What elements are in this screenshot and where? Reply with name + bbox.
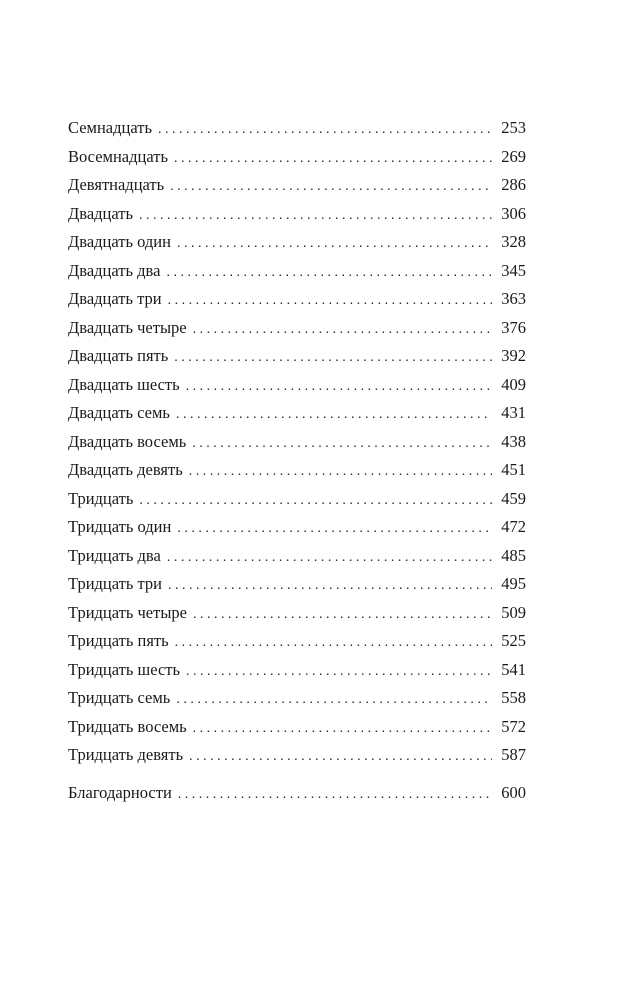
toc-entry-title: Семнадцать [68,118,152,137]
toc-entry[interactable] [68,485,526,514]
toc-entry-page: 558 [501,688,526,707]
toc-entry[interactable] [68,570,526,599]
toc-entry-title: Восемнадцать [68,146,168,166]
toc-leader-dots [176,686,492,715]
toc-entry-title: Двадцать [68,203,134,223]
toc-entry[interactable] [68,143,526,172]
toc-leader-dots [170,173,492,202]
toc-entry-page: 328 [501,232,526,251]
toc-entry-page: 376 [501,317,526,337]
toc-leader-dots [178,781,492,810]
toc-leader-dots [168,287,492,316]
toc-entry-page: 269 [501,146,526,166]
toc-entry[interactable] [68,399,526,428]
toc-leader-dots [174,145,492,174]
toc-entry-afterword[interactable] [68,779,526,808]
toc-entry-title: Двадцать пять [68,346,169,365]
toc-leader-dots [139,487,492,516]
toc-entry-title: Двадцать восемь [68,431,187,451]
toc-entry[interactable] [68,456,526,485]
toc-entry[interactable] [68,314,526,343]
toc-entry-page: 459 [501,488,526,508]
toc-entry-title: Тридцать два [68,545,161,565]
toc-entry-page: 572 [501,716,526,736]
toc-entry-title: Двадцать семь [68,403,170,422]
toc-entry-title: Двадцать четыре [68,317,187,337]
toc-entry-page: 431 [501,403,526,422]
toc-entry-title: Девятнадцать [68,175,165,194]
toc-entry-title: Тридцать шесть [68,659,181,679]
toc-entry-page: 451 [501,460,526,479]
toc-entry-page: 409 [501,374,526,394]
toc-entry-page: 587 [501,745,526,764]
toc-entry-page: 253 [501,118,526,137]
toc-entry-title: Тридцать восемь [68,716,187,736]
toc-leader-dots [176,401,492,430]
toc-entry-page: 495 [501,574,526,593]
toc-leader-dots [158,116,492,145]
toc-entry-page: 345 [501,260,526,280]
table-of-contents [68,114,526,807]
toc-leader-dots [175,629,492,658]
toc-leader-dots [193,601,492,630]
toc-entry-page: 525 [501,631,526,650]
toc-entry[interactable] [68,599,526,628]
toc-leader-dots [189,743,492,772]
toc-entry-title: Двадцать один [68,232,171,251]
toc-leader-dots [192,430,492,459]
toc-entry[interactable] [68,684,526,713]
toc-leader-dots [193,715,492,744]
toc-entry[interactable] [68,542,526,571]
toc-entry-page: 392 [501,346,526,365]
toc-leader-dots [177,515,492,544]
toc-entry-page: 509 [501,602,526,622]
toc-entry[interactable] [68,171,526,200]
toc-entry-page: 472 [501,517,526,536]
toc-entry[interactable] [68,228,526,257]
toc-entry-title: Тридцать семь [68,688,171,707]
toc-entry-page: 541 [501,659,526,679]
toc-entry-page: 363 [501,289,526,308]
toc-entry[interactable] [68,513,526,542]
toc-entry[interactable] [68,428,526,457]
toc-entry-page: 286 [501,175,526,194]
toc-entry[interactable] [68,257,526,286]
toc-entry[interactable] [68,342,526,371]
toc-entry-title: Тридцать четыре [68,602,188,622]
toc-leader-dots [193,316,492,345]
toc-entry-title: Двадцать девять [68,460,183,479]
toc-leader-dots [186,658,492,687]
toc-leader-dots [177,230,492,259]
toc-entry[interactable] [68,200,526,229]
toc-entry-title: Тридцать [68,488,134,508]
toc-leader-dots [189,458,492,487]
toc-entry[interactable] [68,656,526,685]
toc-entry-page: 485 [501,545,526,565]
toc-entry-title: Двадцать три [68,289,162,308]
toc-leader-dots [186,373,492,402]
toc-entry[interactable] [68,741,526,770]
toc-leader-dots [167,544,492,573]
toc-leader-dots [139,202,492,231]
toc-entry-title: Двадцать два [68,260,161,280]
toc-entry[interactable] [68,114,526,143]
toc-entry-title: Благодарности [68,782,172,802]
toc-entry-page: 306 [501,203,526,223]
toc-leader-dots [166,259,492,288]
toc-entry-title: Тридцать три [68,574,163,593]
toc-entry-page: 438 [501,431,526,451]
toc-entry[interactable] [68,285,526,314]
toc-entry-page: 600 [501,782,526,802]
toc-entry-title: Тридцать один [68,517,172,536]
toc-leader-dots [174,344,492,373]
toc-entry-title: Тридцать пять [68,631,169,650]
toc-entry[interactable] [68,371,526,400]
toc-entry[interactable] [68,627,526,656]
toc-entry-title: Двадцать шесть [68,374,180,394]
toc-entry-title: Тридцать девять [68,745,184,764]
toc-leader-dots [168,572,492,601]
toc-entry[interactable] [68,713,526,742]
